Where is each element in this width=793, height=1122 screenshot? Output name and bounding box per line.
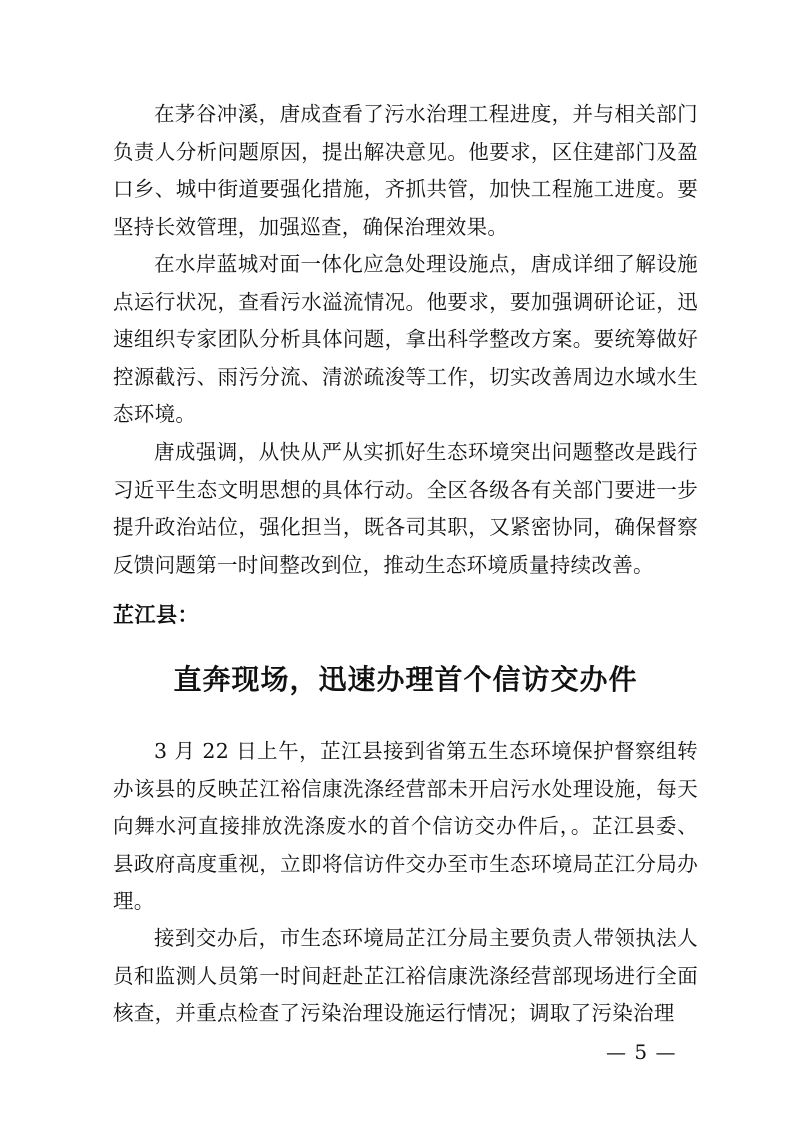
body-paragraph: 唐成强调，从快从严从实抓好生态环境突出问题整改是践行习近平生态文明思想的具体行动。全区各级各有关部门要进一步提升政治站位，强化担当，既各司其职，又紧密协同，确保督察反馈问题第一时间整改到位，推动生态环境质量持续改善。 bbox=[113, 440, 698, 577]
body-paragraph: 3 月 22 日上午，芷江县接到省第五生态环境保护督察组转办该县的反映芷江裕信康洗涤经营部未开启污水处理设施，每天向舞水河直接排放洗涤废水的首个信访交办件后，。芷江县委、县政府高度重视，立即将信访件交办至市生态环境局芷江分局办理。 bbox=[113, 739, 698, 913]
body-paragraph: 在茅谷冲溪，唐成查看了污水治理工程进度，并与相关部门负责人分析问题原因，提出解决意见。他要求，区住建部门及盈口乡、城中街道要强化措施，齐抓共管，加快工程施工进度。要坚持长效管理，加强巡查，确保治理效果。 bbox=[113, 102, 698, 239]
body-paragraph: 接到交办后，市生态环境局芷江分局主要负责人带领执法人员和监测人员第一时间赶赴芷江裕信康洗涤经营部现场进行全面核查，并重点检查了污染治理设施运行情况；调取了污染治理 bbox=[113, 926, 698, 1025]
section-headline: 直奔现场，迅速办理首个信访交办件 bbox=[173, 663, 638, 696]
page-number: — 5 — bbox=[606, 1040, 677, 1064]
county-label: 芷江县： bbox=[113, 603, 199, 627]
body-paragraph: 在水岸蓝城对面一体化应急处理设施点，唐成详细了解设施点运行状况，查看污水溢流情况。他要求，要加强调研论证，迅速组织专家团队分析具体问题，拿出科学整改方案。要统筹做好控源截污、雨污分流、清淤疏浚等工作，切实改善周边水域水生态环境。 bbox=[113, 252, 698, 426]
